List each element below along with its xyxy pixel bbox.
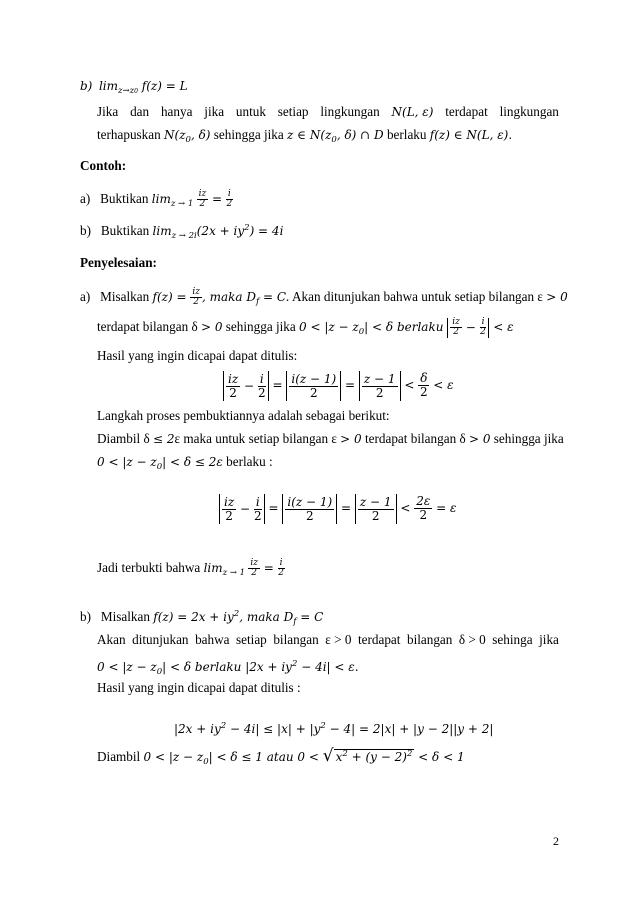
math: |2x + iy: [174, 722, 221, 736]
word: δ > 0: [458, 632, 486, 647]
text: terdapat bilangan δ: [361, 431, 469, 446]
def-word: lingkungan: [320, 104, 380, 119]
page-number: 2: [553, 834, 559, 848]
def-math: f(z) ∈ N(L, ε).: [429, 128, 513, 142]
item-label: b): [80, 223, 91, 238]
fraction: $\frac{z - 1}{2}$: [359, 494, 392, 523]
definition-line-1: [97, 104, 559, 120]
text: Diambil: [97, 749, 144, 764]
item-label: a): [80, 190, 91, 206]
superscript: 2: [291, 659, 298, 669]
fraction: $\frac{iz}{2}$: [198, 189, 207, 210]
math: | < δ berlaku |2x + iy: [162, 660, 292, 674]
absolute-value: $\frac{iz}{2}$ − $\frac{i}{2}$: [223, 371, 269, 401]
equation-2: [219, 493, 456, 524]
limit-subscript: z→z0: [118, 86, 138, 96]
subscript: f: [293, 617, 297, 627]
word: bahwa: [195, 632, 230, 647]
math: | < δ ≤ 1 atau 0 <: [208, 750, 323, 764]
def-math: , δ) ∩ D: [336, 128, 384, 142]
penyelesaian-heading: Penyelesaian:: [80, 255, 157, 270]
math: ) = 4i: [249, 224, 284, 238]
superscript: 2: [320, 721, 326, 731]
def-subscript: 0: [331, 135, 337, 145]
solution-b-line-3: [97, 656, 359, 680]
fraction: $\frac{i}{2}$: [278, 558, 284, 579]
math: > 0: [468, 432, 491, 446]
math: − 4| = 2|x| + |y − 2||y + 2|: [325, 722, 494, 736]
absolute-value: [282, 494, 337, 524]
sqrt-icon: √: [322, 746, 334, 766]
word: sehinga: [492, 632, 533, 647]
math: − 4i| ≤ |x| + |y: [226, 722, 321, 736]
math: < δ < 1: [414, 750, 465, 764]
math: ≤ 2: [153, 432, 175, 446]
solution-a-line-4: Langkah proses pembuktiannya adalah sebagai berikut:: [97, 408, 390, 423]
math: < ε: [489, 319, 514, 334]
fraction: $\frac{i(z - 1)}{2}$: [291, 371, 337, 400]
equation-3: [174, 718, 493, 737]
text: ε maka untuk setiap bilangan ε: [174, 431, 341, 446]
math: > 0: [340, 432, 362, 446]
math: f(z) =: [152, 289, 191, 304]
text: Misalkan: [100, 288, 153, 304]
text: Diambil δ: [97, 431, 154, 446]
text: Misalkan: [100, 609, 154, 624]
math: < ε: [429, 378, 454, 392]
word: bilangan: [406, 632, 453, 647]
equals: =: [208, 191, 226, 206]
limit-word: lim: [151, 191, 171, 206]
solution-b-line-1: [80, 606, 323, 630]
fraction: $\frac{2\varepsilon}{2}$: [416, 494, 431, 522]
math: = ε: [432, 501, 457, 515]
definition-label: b): [80, 79, 93, 93]
math: 0 < |z − z: [143, 750, 204, 764]
definition-line-2: [97, 127, 512, 148]
absolute-value: [359, 371, 401, 401]
fraction: $\frac{i}{2}$: [480, 317, 486, 338]
item-text: Buktikan: [100, 223, 153, 238]
def-math: N(z: [164, 128, 186, 142]
contoh-a: [80, 190, 233, 212]
word: ε > 0: [325, 632, 352, 647]
solution-b-line-2: [97, 632, 559, 648]
limit-subscript: z → 1: [170, 198, 194, 209]
limit-word: lim: [203, 560, 223, 575]
fraction: $\frac{z - 1}{2}$: [363, 371, 396, 400]
text: sehingga jika: [222, 318, 300, 334]
math: (2x + iy: [196, 224, 245, 238]
radicand: $x^2 + (y - 2)^2$: [335, 749, 413, 764]
math: , maka D: [201, 289, 256, 304]
math: = C: [296, 610, 324, 624]
def-word: dan: [130, 104, 150, 119]
def-text: berlaku: [383, 127, 430, 142]
superscript: 2: [233, 609, 240, 619]
def-word: lingkungan: [499, 104, 559, 119]
solution-a-line-3: Hasil yang ingin dicapai dapat ditulis:: [97, 348, 298, 363]
subscript: f: [256, 296, 260, 307]
def-word: terdapat: [445, 104, 488, 119]
def-word: Jika: [97, 104, 119, 119]
math: | < δ ≤ 2ε: [162, 455, 223, 469]
word: bilangan: [273, 632, 319, 647]
fraction: $\frac{i}{2}$: [257, 371, 266, 400]
fraction: $\frac{iz}{2}$: [228, 371, 239, 400]
def-subscript: 0: [185, 135, 191, 145]
definition-heading: [80, 78, 188, 100]
math: 0 < |z − z: [97, 660, 157, 674]
def-word: setiap: [277, 104, 309, 119]
fraction: $\frac{iz}{2}$: [192, 287, 200, 308]
def-word: jika: [204, 104, 225, 119]
math: = C.: [259, 289, 290, 304]
def-math: , δ): [190, 128, 211, 142]
math: > 0: [546, 289, 568, 304]
equals: =: [259, 560, 278, 575]
math: | < δ berlaku: [364, 319, 448, 334]
def-text: sehingga jika: [210, 127, 288, 142]
math: , maka D: [239, 610, 294, 624]
text: sehingga jika: [490, 431, 564, 446]
text: terdapat bilangan δ: [97, 318, 201, 334]
subscript: 0: [358, 326, 365, 337]
superscript: 2: [220, 721, 227, 731]
word: ditunjukan: [132, 632, 189, 647]
def-math: z ∈ N(z: [287, 128, 332, 142]
solution-a-conclusion: [97, 559, 285, 581]
contoh-heading: Contoh:: [80, 158, 127, 173]
def-math: N(L, ε): [391, 105, 434, 119]
math: > 0: [200, 319, 223, 334]
math: 0 < |z − z: [299, 319, 359, 334]
math: f(z) = 2x + iy: [153, 610, 234, 624]
limit-word: lim: [98, 79, 119, 93]
minus: −: [461, 320, 480, 335]
text: Jadi terbukti bahwa: [97, 559, 204, 575]
equation-1: [223, 370, 454, 401]
absolute-value: $\frac{iz}{2}$ − $\frac{i}{2}$: [219, 494, 265, 524]
def-word: untuk: [235, 104, 266, 119]
def-word: hanya: [160, 104, 193, 119]
solution-a-line-5: [97, 431, 564, 447]
math: 0 < |z − z: [97, 455, 157, 469]
limit-expression: f(z) = L: [137, 79, 188, 93]
math: − 4i| < ε.: [297, 660, 359, 674]
limit-word: lim: [152, 224, 172, 238]
fraction: $\frac{iz}{2}$: [224, 494, 235, 523]
solution-b-line-5: [97, 746, 465, 770]
text: berlaku :: [222, 454, 273, 469]
solution-a-line-6: [97, 454, 273, 475]
solution-a-line-2: [97, 318, 514, 340]
fraction: $\frac{\delta}{2}$: [420, 371, 428, 399]
word: jika: [539, 632, 559, 647]
equals: =: [264, 501, 283, 515]
word: terdapat: [357, 632, 401, 647]
subscript: 0: [156, 667, 163, 677]
contoh-b: [80, 220, 283, 244]
fraction: $\frac{i}{2}$: [253, 494, 262, 523]
solution-b-line-4: Hasil yang ingin dicapai dapat ditulis :: [97, 680, 301, 695]
absolute-value: [355, 494, 397, 524]
def-text: terhapuskan: [97, 127, 165, 142]
subscript: 0: [156, 462, 163, 472]
less-than: <: [400, 378, 419, 392]
item-label: a): [80, 288, 91, 304]
text: Akan ditunjukan bahwa untuk setiap bilangan ε: [289, 288, 547, 304]
fraction: $\frac{i}{2}$: [226, 189, 233, 210]
word: setiap: [236, 632, 267, 647]
equals: =: [337, 501, 355, 515]
fraction: $\frac{iz}{2}$: [250, 558, 258, 579]
item-text: Buktikan: [100, 190, 152, 206]
solution-a-line-1: [80, 288, 568, 310]
superscript: 2: [244, 223, 250, 233]
fraction: $\frac{i(z - 1)}{2}$: [287, 494, 333, 523]
subscript: 0: [203, 757, 209, 767]
word: Akan: [97, 632, 126, 647]
fraction: $\frac{iz}{2}$: [452, 317, 460, 338]
less-than: <: [396, 501, 415, 515]
equals: =: [268, 378, 287, 392]
equals: =: [341, 378, 359, 392]
limit-subscript: z → 2i: [171, 231, 197, 241]
absolute-value: [286, 371, 341, 401]
absolute-value: [447, 318, 489, 338]
limit-subscript: z → 1: [222, 567, 246, 578]
item-label: b): [80, 609, 91, 624]
